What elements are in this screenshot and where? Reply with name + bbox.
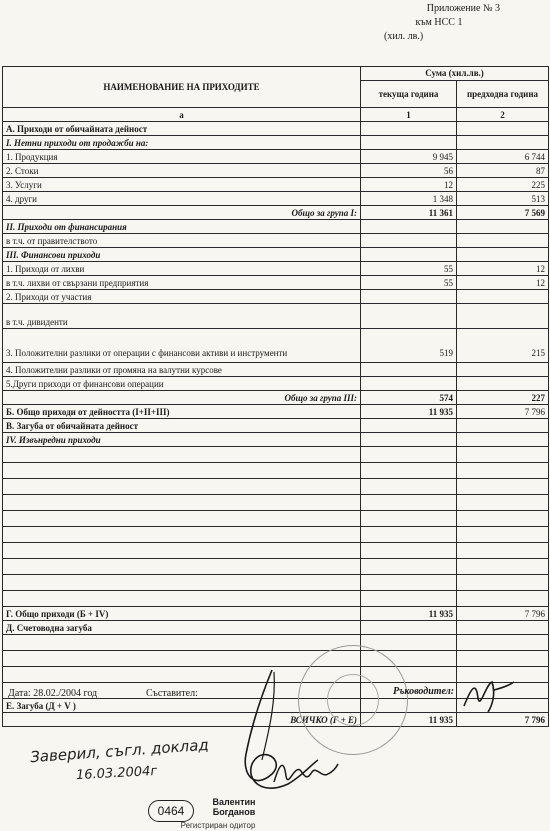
row-previous-value: 7 796 — [457, 405, 549, 419]
row-previous-value: 7 569 — [457, 206, 549, 220]
row-previous-value: 513 — [457, 192, 549, 206]
table-row — [3, 463, 549, 479]
row-current-value — [361, 527, 457, 543]
row-label: в т.ч. от правителството — [3, 234, 361, 248]
table-row — [3, 136, 549, 150]
table-row — [3, 607, 549, 621]
row-label: 2. Стоки — [3, 164, 361, 178]
row-label: II. Приходи от финансирания — [3, 220, 361, 234]
row-previous-value — [457, 363, 549, 377]
row-previous-value — [457, 290, 549, 304]
row-current-value: 11 935 — [361, 713, 457, 727]
table-row — [3, 234, 549, 248]
row-previous-value: 225 — [457, 178, 549, 192]
row-label: I. Нетни приходи от продажби на: — [3, 136, 361, 150]
table-row — [3, 192, 549, 206]
row-previous-value: 7 796 — [457, 713, 549, 727]
row-previous-value — [457, 495, 549, 511]
table-row — [3, 479, 549, 495]
row-label: Г. Общо приходи (Б + IV) — [3, 607, 361, 621]
row-previous-value: 7 796 — [457, 607, 549, 621]
table-row — [3, 248, 549, 262]
row-current-value — [361, 463, 457, 479]
row-previous-value — [457, 591, 549, 607]
row-previous-value — [457, 527, 549, 543]
row-label: Общо за група I: — [3, 206, 361, 220]
row-label — [3, 559, 361, 575]
row-previous-value — [457, 419, 549, 433]
row-label — [3, 447, 361, 463]
row-current-value — [361, 495, 457, 511]
table-row — [3, 329, 549, 363]
row-previous-value — [457, 511, 549, 527]
row-label — [3, 635, 361, 651]
row-current-value: 12 — [361, 178, 457, 192]
row-current-value — [361, 377, 457, 391]
row-current-value — [361, 447, 457, 463]
index-a: а — [3, 108, 361, 122]
date-label: Дата: 28.02./2004 год — [8, 688, 98, 699]
col-sum-header: Сума (хил.лв.) — [361, 67, 549, 81]
table-row — [3, 164, 549, 178]
row-previous-value — [457, 447, 549, 463]
certification-note-line1: Заверил, съгл. доклад — [29, 735, 210, 767]
row-previous-value — [457, 621, 549, 635]
table-row — [3, 591, 549, 607]
table-row — [3, 122, 549, 136]
auditor-number: 0464 — [148, 800, 194, 822]
compiler-label: Съставител: — [146, 688, 198, 699]
appendix-header — [374, 2, 504, 44]
row-previous-value — [457, 122, 549, 136]
row-previous-value — [457, 479, 549, 495]
appendix-units: (хил. лв.) — [384, 31, 424, 42]
row-label — [3, 463, 361, 479]
row-previous-value: 87 — [457, 164, 549, 178]
row-previous-value — [457, 220, 549, 234]
row-previous-value — [457, 377, 549, 391]
row-label — [3, 543, 361, 559]
table-row — [3, 543, 549, 559]
row-current-value: 519 — [361, 329, 457, 363]
table-header-row — [3, 67, 549, 81]
table-row — [3, 447, 549, 463]
row-current-value: 11 935 — [361, 405, 457, 419]
row-current-value — [361, 559, 457, 575]
table-row — [3, 220, 549, 234]
table-row — [3, 405, 549, 419]
table-row — [3, 276, 549, 290]
table-row — [3, 635, 549, 651]
row-previous-value: 12 — [457, 276, 549, 290]
table-row — [3, 621, 549, 635]
table-row — [3, 511, 549, 527]
table-row — [3, 377, 549, 391]
row-current-value — [361, 419, 457, 433]
row-current-value — [361, 479, 457, 495]
row-previous-value — [457, 248, 549, 262]
row-label — [3, 479, 361, 495]
table-row — [3, 419, 549, 433]
auditor-signature — [270, 752, 340, 792]
row-previous-value — [457, 136, 549, 150]
row-label: Общо за група III: — [3, 391, 361, 405]
row-label: 2. Приходи от участия — [3, 290, 361, 304]
row-label: в т.ч. лихви от свързани предприятия — [3, 276, 361, 290]
col-name-header: НАИМЕНОВАНИЕ НА ПРИХОДИТЕ — [3, 67, 361, 108]
row-previous-value — [457, 304, 549, 329]
table-row — [3, 262, 549, 276]
table-row — [3, 391, 549, 405]
index-2: 2 — [457, 108, 549, 122]
row-current-value — [361, 511, 457, 527]
row-previous-value — [457, 234, 549, 248]
row-label: 3. Услуги — [3, 178, 361, 192]
table-row — [3, 559, 549, 575]
row-previous-value — [457, 433, 549, 447]
index-1: 1 — [361, 108, 457, 122]
row-previous-value — [457, 635, 549, 651]
row-label: Б. Общо приходи от дейността (I+II+III) — [3, 405, 361, 419]
row-label: В. Загуба от обичайната дейност — [3, 419, 361, 433]
row-current-value — [361, 304, 457, 329]
row-label: 1. Продукция — [3, 150, 361, 164]
row-current-value: 55 — [361, 262, 457, 276]
row-current-value — [361, 234, 457, 248]
table-row — [3, 575, 549, 591]
row-current-value — [361, 248, 457, 262]
auditor-role: Регистриран одитор — [180, 821, 256, 830]
auditor-first-name: Валентин — [212, 797, 256, 807]
row-current-value — [361, 575, 457, 591]
row-label — [3, 511, 361, 527]
row-previous-value — [457, 575, 549, 591]
row-previous-value — [457, 463, 549, 479]
table-index-row — [3, 108, 549, 122]
row-label — [3, 575, 361, 591]
row-label: 1. Приходи от лихви — [3, 262, 361, 276]
row-current-value — [361, 122, 457, 136]
row-current-value — [361, 136, 457, 150]
auditor-stamp — [148, 797, 270, 829]
row-previous-value: 215 — [457, 329, 549, 363]
table-row — [3, 178, 549, 192]
income-table — [2, 66, 549, 727]
row-current-value: 55 — [361, 276, 457, 290]
row-label: ВСИЧКО (Г + Е) — [3, 713, 361, 727]
row-label: в т.ч. дивиденти — [3, 304, 361, 329]
row-previous-value: 12 — [457, 262, 549, 276]
row-previous-value — [457, 543, 549, 559]
table-row — [3, 206, 549, 220]
income-table-body — [3, 67, 549, 727]
col-current-header: текуща година — [361, 81, 457, 108]
row-label: 5.Други приходи от финансови операции — [3, 377, 361, 391]
table-row — [3, 433, 549, 447]
row-current-value — [361, 591, 457, 607]
appendix-standard: към НСС 1 — [415, 17, 463, 28]
row-current-value — [361, 290, 457, 304]
row-current-value — [361, 635, 457, 651]
row-current-value: 1 348 — [361, 192, 457, 206]
row-previous-value: 227 — [457, 391, 549, 405]
row-label: Е. Загуба (Д + V ) — [3, 699, 361, 713]
auditor-last-name: Богданов — [212, 807, 256, 817]
row-current-value: 11 361 — [361, 206, 457, 220]
manager-label: Ръководител: — [393, 686, 455, 697]
table-row — [3, 527, 549, 543]
appendix-number: Приложение № 3 — [426, 3, 500, 14]
col-previous-header: предходна година — [457, 81, 549, 108]
row-current-value — [361, 621, 457, 635]
row-current-value — [361, 543, 457, 559]
certification-note-line2: 16.03.2004г — [75, 763, 158, 784]
row-previous-value — [457, 559, 549, 575]
table-row — [3, 150, 549, 164]
row-current-value: 574 — [361, 391, 457, 405]
row-label: 4. Положителни разлики от промяна на валутни курсове — [3, 363, 361, 377]
row-label — [3, 591, 361, 607]
row-current-value — [361, 363, 457, 377]
row-label: Д. Счетоводна загуба — [3, 621, 361, 635]
row-label: А. Приходи от обичайната дейност — [3, 122, 361, 136]
row-label: 3. Положителни разлики от операции с финансови активи и инструменти — [3, 329, 361, 363]
table-row — [3, 495, 549, 511]
row-current-value — [361, 433, 457, 447]
row-label — [3, 527, 361, 543]
row-label: 4. други — [3, 192, 361, 206]
table-row — [3, 363, 549, 377]
table-row — [3, 290, 549, 304]
row-label: III. Финансови приходи — [3, 248, 361, 262]
row-label — [3, 495, 361, 511]
row-current-value: 9 945 — [361, 150, 457, 164]
row-current-value: 56 — [361, 164, 457, 178]
manager-signature — [458, 676, 518, 716]
row-previous-value: 6 744 — [457, 150, 549, 164]
table-row — [3, 304, 549, 329]
row-current-value — [361, 220, 457, 234]
row-previous-value — [457, 651, 549, 667]
row-current-value: 11 935 — [361, 607, 457, 621]
auditor-name — [198, 797, 270, 817]
row-label: IV. Извънредни приходи — [3, 433, 361, 447]
